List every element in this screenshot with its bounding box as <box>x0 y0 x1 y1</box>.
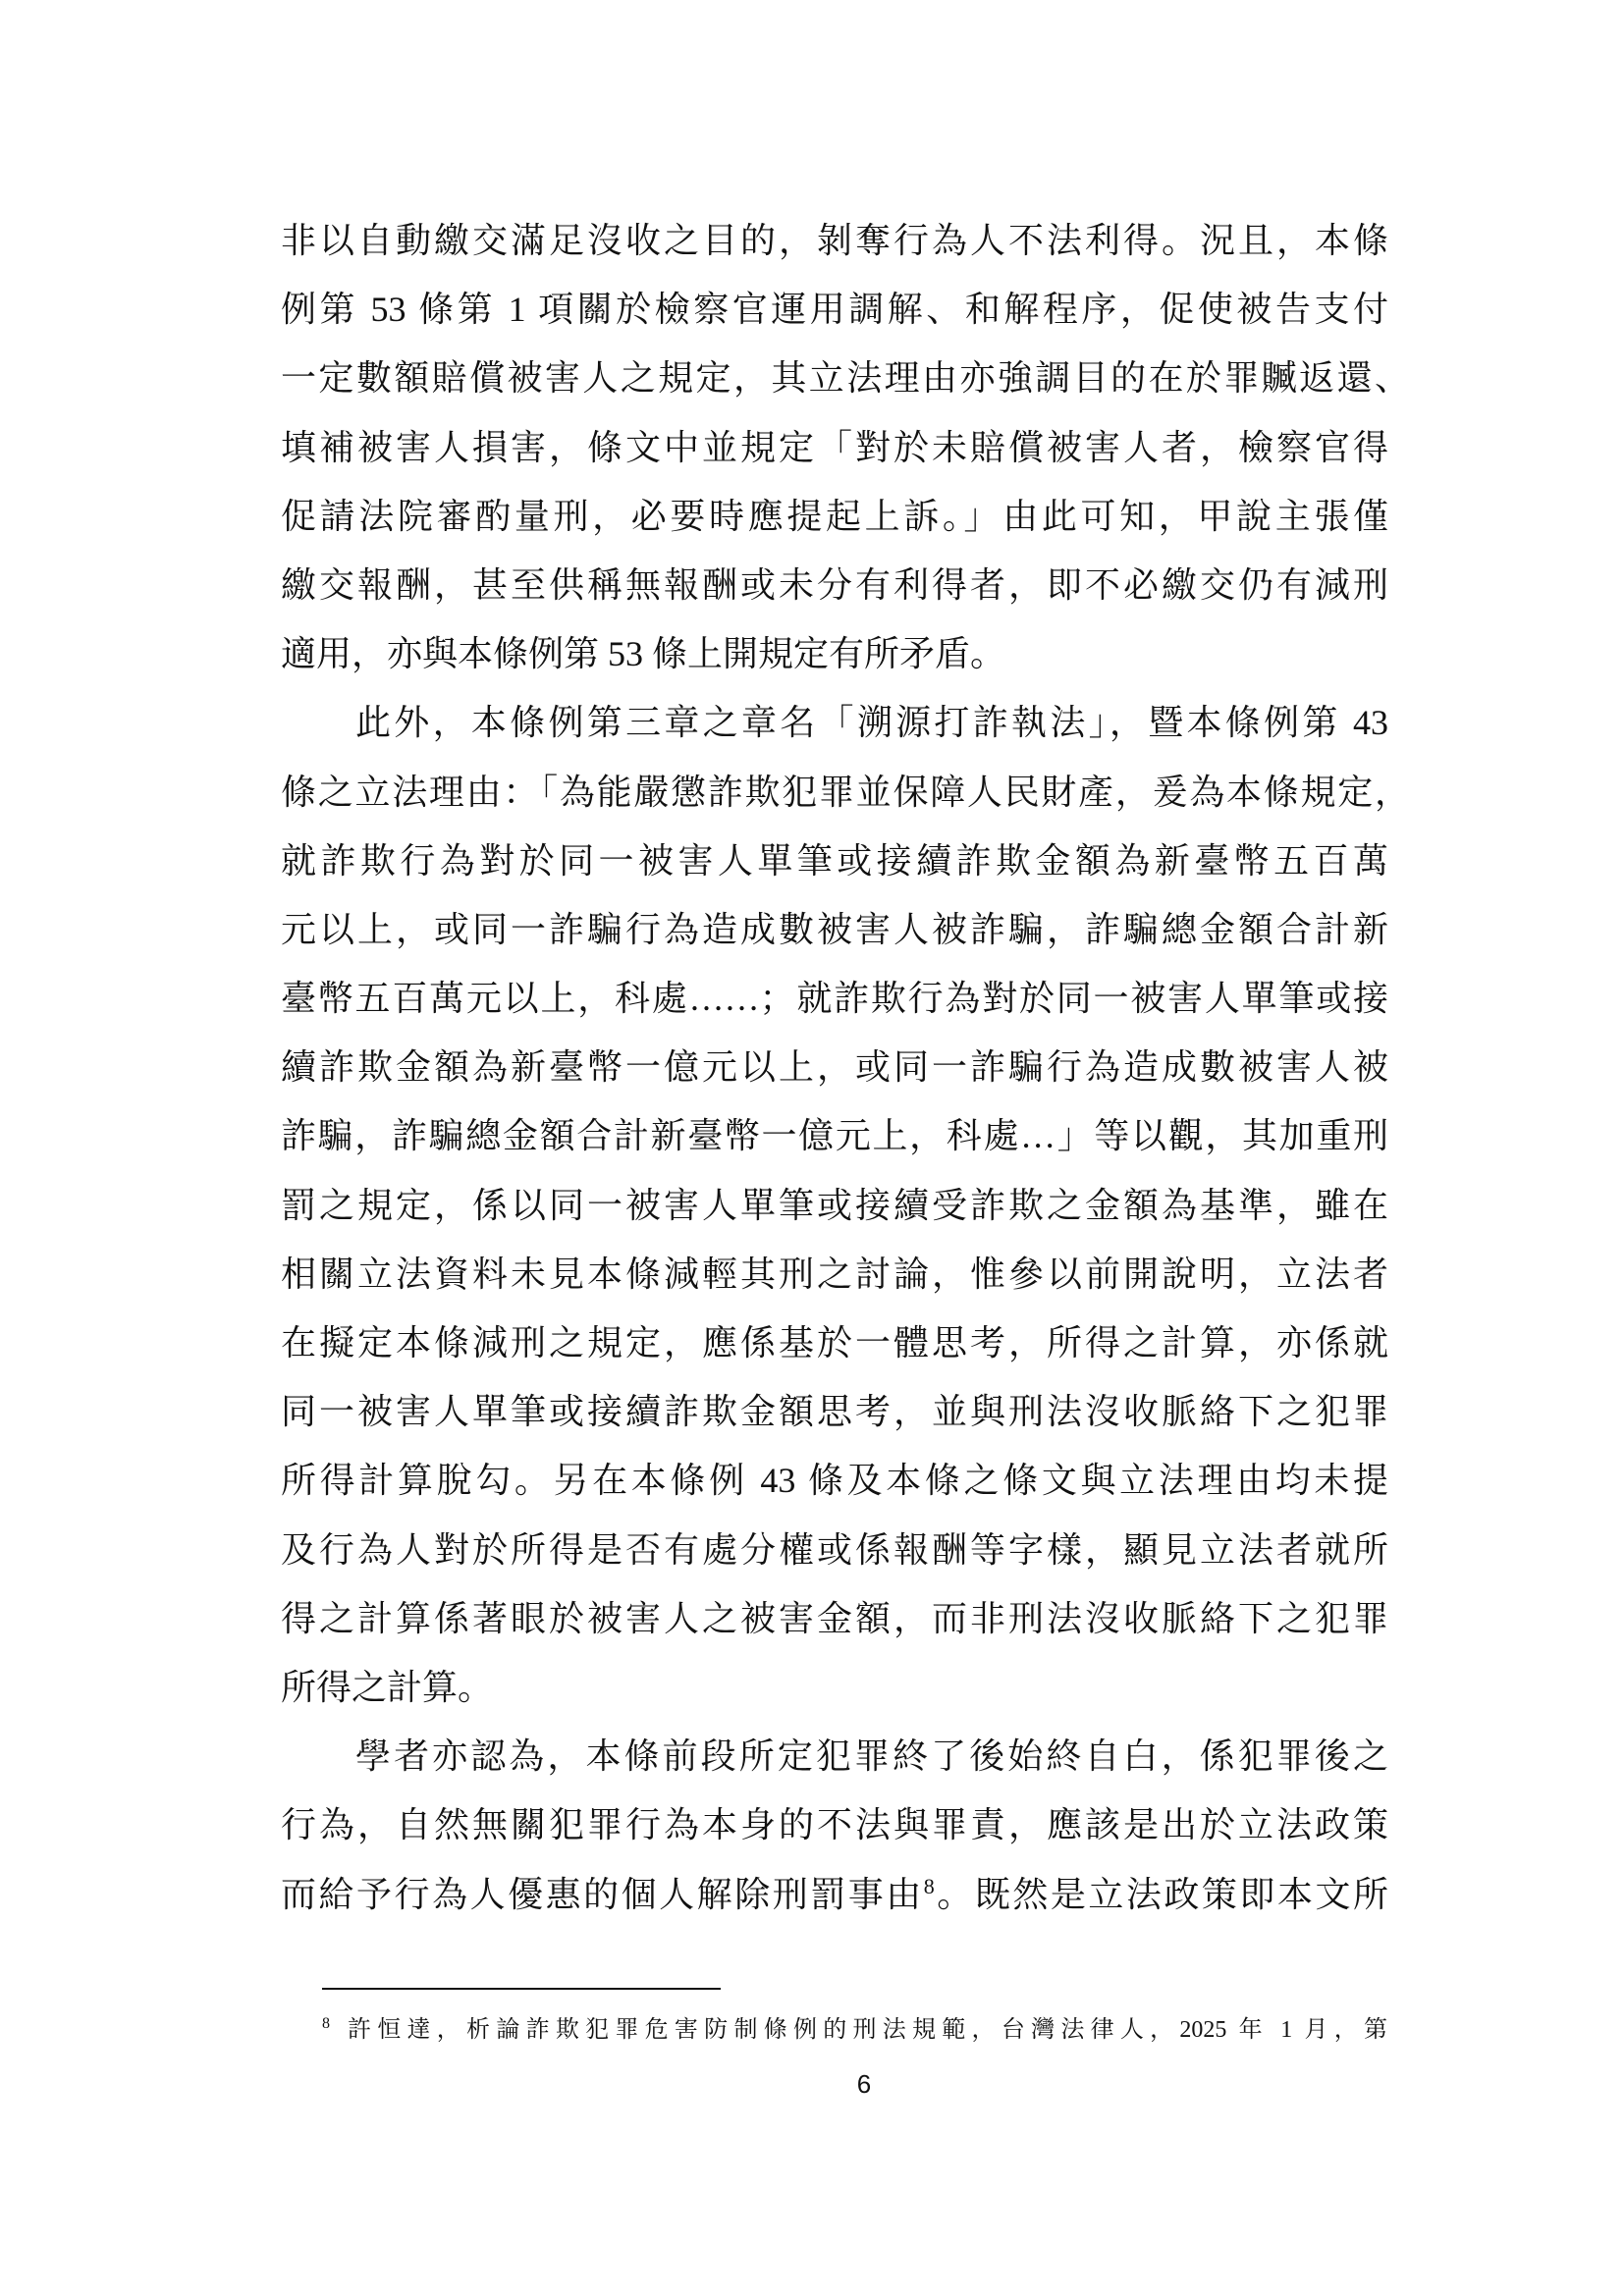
body-line: 元以上，或同一詐騙行為造成數被害人被詐騙，詐騙總金額合計新 <box>281 909 1388 949</box>
body-line: 促請法院審酌量刑，必要時應提起上訴。」由此可知，甲說主張僅 <box>281 496 1388 536</box>
body-line: 行為，自然無關犯罪行為本身的不法與罪責，應該是出於立法政策 <box>281 1805 1388 1845</box>
body-line: 續詐欺金額為新臺幣一億元以上，或同一詐騙行為造成數被害人被 <box>281 1047 1388 1088</box>
body-line: 一定數額賠償被害人之規定，其立法理由亦強調目的在於罪贓返還、 <box>281 358 1410 399</box>
body-line: 條之立法理由：「為能嚴懲詐欺犯罪並保障人民財產，爰為本條規定， <box>281 772 1410 812</box>
body-line-segment: 而給予行為人優惠的個人解除刑罰事由 <box>281 1874 924 1914</box>
footnote <box>322 2012 1387 2048</box>
footnote-separator <box>322 1988 721 1990</box>
body-line: 所得計算脫勾。另在本條例 43 條及本條之條文與立法理由均未提 <box>281 1461 1388 1501</box>
body-line: 罰之規定，係以同一被害人單筆或接續受詐欺之金額為基準，雖在 <box>281 1185 1388 1225</box>
body-line-segment: 。既然是立法政策即本文所 <box>934 1874 1388 1914</box>
body-line: 填補被害人損害，條文中並規定「對於未賠償被害人者，檢察官得 <box>281 427 1388 467</box>
body-line: 臺幣五百萬元以上，科處……；就詐欺行為對於同一被害人單筆或接 <box>281 979 1388 1019</box>
body-text <box>281 206 1410 1929</box>
body-line: 就詐欺行為對於同一被害人單筆或接續詐欺金額為新臺幣五百萬 <box>281 840 1388 881</box>
footnote-text: 許恒達，析論詐欺犯罪危害防制條例的刑法規範，台灣法律人，2025 年 1 月，第 <box>348 2017 1387 2043</box>
body-line: 在擬定本條減刑之規定，應係基於一體思考，所得之計算，亦係就 <box>281 1323 1388 1362</box>
body-line: 所得之計算。 <box>281 1667 494 1707</box>
body-line: 學者亦認為，本條前段所定犯罪終了後始終自白，係犯罪後之 <box>355 1736 1388 1777</box>
body-line: 例第 53 條第 1 項關於檢察官運用調解、和解程序，促使被告支付 <box>281 290 1388 330</box>
body-line: 相關立法資料未見本條減輕其刑之討論，惟參以前開說明，立法者 <box>281 1254 1388 1294</box>
body-line: 及行為人對於所得是否有處分權或係報酬等字樣，顯見立法者就所 <box>281 1529 1388 1570</box>
page-number: 6 <box>856 2069 872 2099</box>
body-line: 同一被害人單筆或接續詐欺金額思考，並與刑法沒收脈絡下之犯罪 <box>281 1392 1388 1432</box>
body-line: 得之計算係著眼於被害人之被害金額，而非刑法沒收脈絡下之犯罪 <box>281 1598 1388 1638</box>
body-line <box>281 1860 1388 1929</box>
footnote-marker: 8 <box>322 2015 330 2032</box>
body-line: 此外，本條例第三章之章名「溯源打詐執法」，暨本條例第 43 <box>355 703 1388 743</box>
body-line: 適用，亦與本條例第 53 條上開規定有所矛盾。 <box>281 634 1006 674</box>
footnote-reference[interactable]: 8 <box>923 1873 935 1898</box>
body-line: 繳交報酬，甚至供稱無報酬或未分有利得者，即不必繳交仍有減刑 <box>281 564 1388 605</box>
body-line: 詐騙，詐騙總金額合計新臺幣一億元上，科處…」等以觀，其加重刑 <box>281 1116 1388 1156</box>
body-line: 非以自動繳交滿足沒收之目的，剝奪行為人不法利得。況且，本條 <box>281 221 1388 260</box>
